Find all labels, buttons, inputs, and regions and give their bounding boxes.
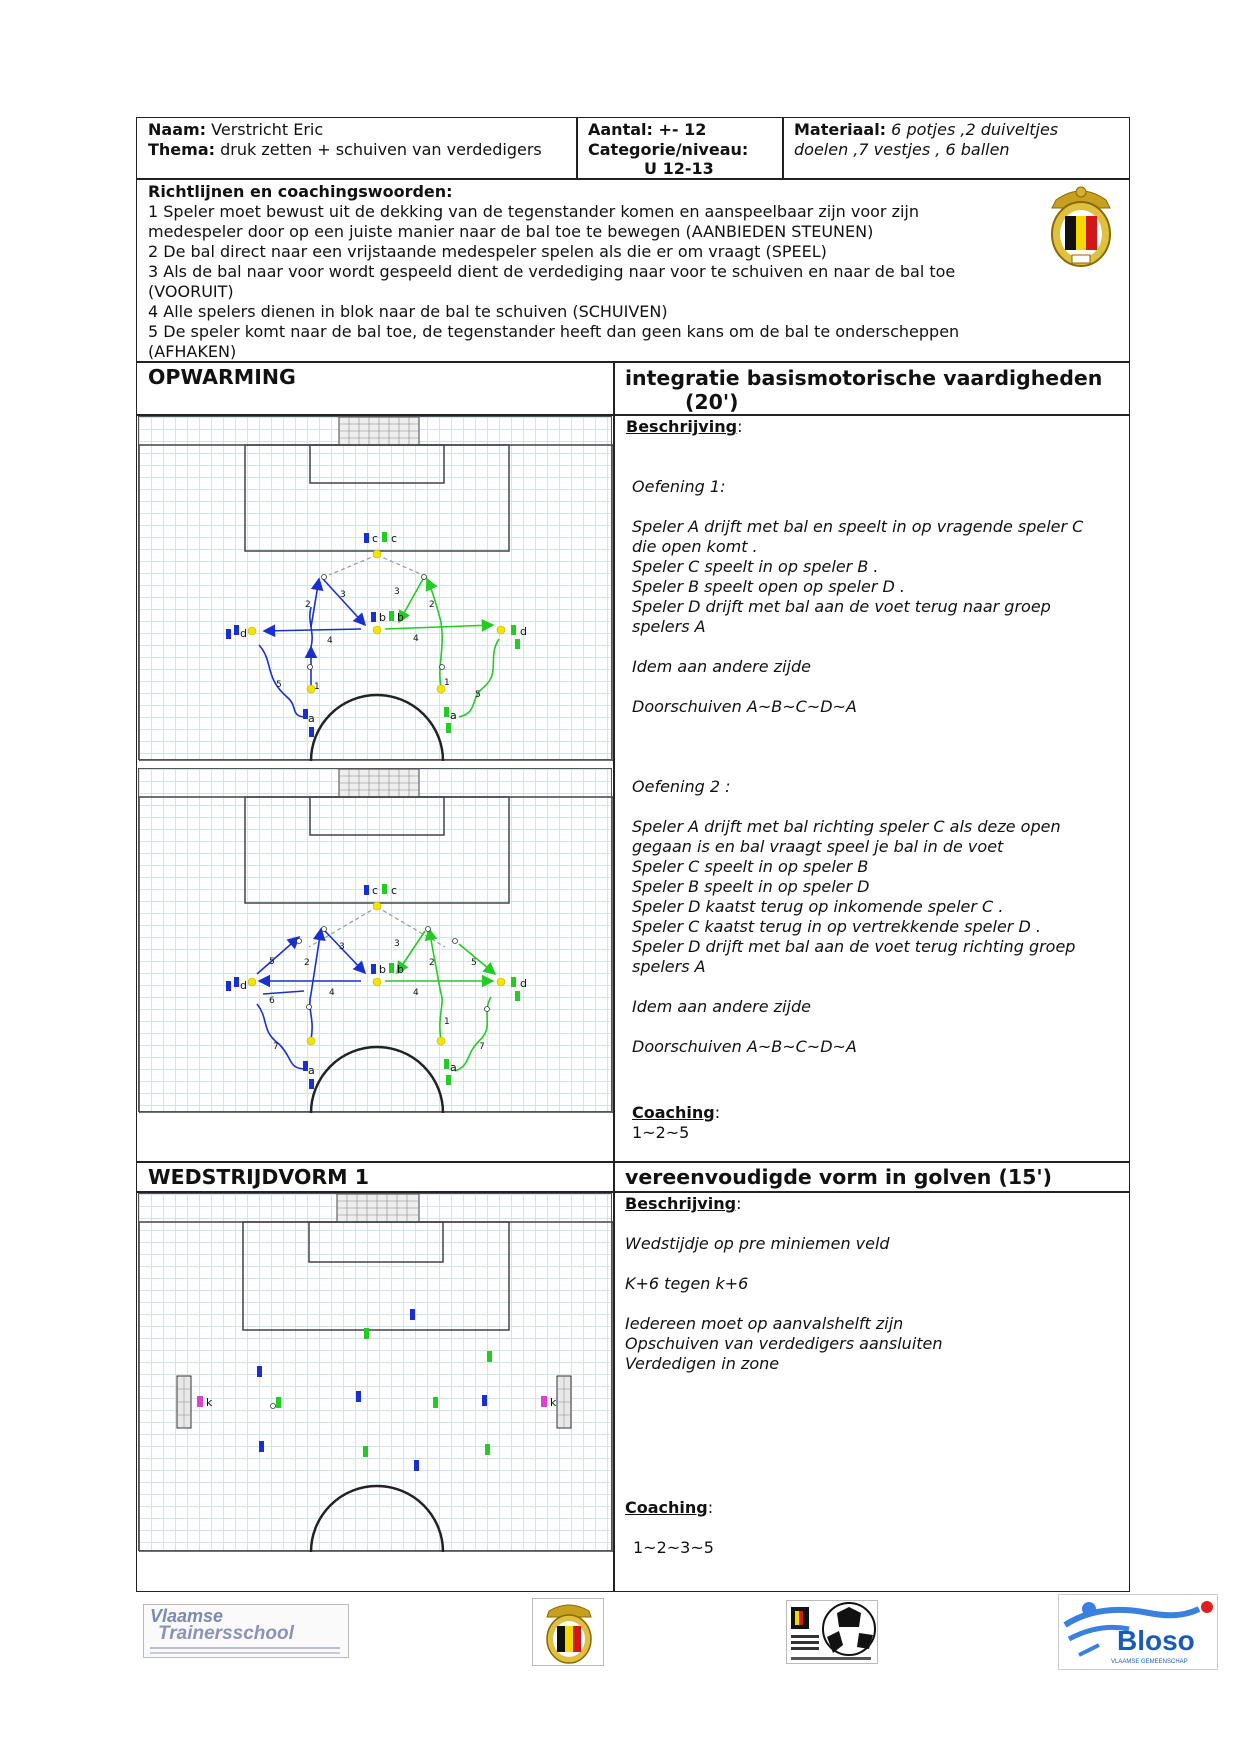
richtlijnen-cell: [136, 179, 1130, 362]
step-number: 5: [269, 957, 275, 967]
step-number: 5: [475, 690, 481, 700]
beschrijving-label: Beschrijving: [626, 417, 738, 436]
player-label: c: [372, 532, 379, 545]
oefening1-line: Speler A drijft met bal en speelt in op vragende speler C: [632, 517, 1084, 536]
vlaamse-trainersschool-logo: [143, 1604, 349, 1658]
oefening2-line: Speler C speelt in op speler B: [632, 857, 869, 876]
wedstrijdvorm-title: WEDSTRIJDVORM 1: [148, 1165, 369, 1189]
richtlijn-line: (AFHAKEN): [148, 342, 237, 361]
player-label: b: [397, 611, 404, 624]
header-name-cell: [136, 117, 577, 179]
oefening2-doorschuiven: Doorschuiven A~B~C~D~A: [632, 1037, 857, 1056]
player-label: b: [379, 611, 386, 624]
player-label: a: [308, 1064, 315, 1077]
oefening1-doorschuiven: Doorschuiven A~B~C~D~A: [632, 697, 857, 716]
materiaal-value-2: doelen ,7 vestjes , 6 ballen: [794, 140, 1010, 159]
trainersschool-line-2: Trainersschool: [158, 1623, 294, 1644]
oefening2-idem: Idem aan andere zijde: [632, 997, 811, 1016]
player-label: d: [520, 625, 527, 638]
wedstrijd-line: K+6 tegen k+6: [625, 1274, 749, 1293]
step-number: 5: [471, 958, 477, 968]
bloso-subtitle: VLAAMSE GEMEENSCHAP: [1111, 1659, 1188, 1665]
step-number: 4: [329, 988, 335, 998]
wedstrijd-line: Wedstijdje op pre miniemen veld: [625, 1234, 890, 1253]
oefening1-line: Speler B speelt open op speler D .: [632, 577, 905, 596]
step-number: 2: [305, 600, 311, 610]
wedstrijdvorm-description-cell: Beschrijving: Wedstijdje op pre miniemen veld K+6 tegen k+6 Iedereen moet op aanvalshelft zijn Opschuiven van verdedigers aansluiten Verdedigen in zone Coaching: 1~2~3~5: [614, 1192, 1130, 1592]
player-label: c: [391, 884, 398, 897]
player-label: d: [520, 977, 527, 990]
opwarming-coaching-value: 1~2~5: [632, 1123, 690, 1142]
step-number: 3: [339, 942, 345, 952]
step-number: 3: [340, 590, 346, 600]
opwarming-subtitle-cell: [614, 362, 1130, 415]
materiaal-label: Materiaal:: [794, 120, 887, 139]
wedstrijdvorm-subtitle-cell: [614, 1162, 1130, 1192]
step-number: 1: [444, 678, 450, 688]
step-number: 3: [394, 939, 400, 949]
opwarming-title: OPWARMING: [148, 365, 296, 389]
bloso-wordmark: Bloso: [1117, 1625, 1195, 1656]
thema-value: druk zetten + schuiven van verdedigers: [220, 140, 542, 159]
wedstrijdvorm-title-cell: [136, 1162, 614, 1192]
step-number: 5: [276, 680, 282, 690]
wedstrijd-beschrijving-label: Beschrijving: [625, 1194, 737, 1213]
richtlijn-line: medespeler door op een juiste manier naar de bal toe te bewegen (AANBIEDEN STEUNEN): [148, 222, 874, 241]
oefening1-line: Speler C speelt in op speler B .: [632, 557, 879, 576]
oefening2-title: Oefening 2 :: [632, 777, 731, 796]
richtlijn-line: (VOORUIT): [148, 282, 234, 301]
trainersschool-line-1: Vlaamse: [150, 1606, 224, 1626]
richtlijn-line: 5 De speler komt naar de bal toe, de tegenstander heeft dan geen kans om de bal te onderscheppen: [148, 322, 960, 341]
header-aantal-cell: [577, 117, 783, 179]
categorie-label: Categorie/niveau:: [588, 140, 749, 159]
player-label: b: [397, 963, 404, 976]
oefening2-line: Speler A drijft met bal richting speler C als deze open: [632, 817, 1061, 836]
player-label: c: [372, 884, 379, 897]
wedstrijd-line: Iedereen moet op aanvalshelft zijn: [625, 1314, 904, 1333]
oefening2-line: gegaan is en bal vraagt speel je bal in de voet: [632, 837, 1004, 856]
wedstrijd-coaching-value: 1~2~3~5: [633, 1538, 714, 1557]
wedstrijd-coaching-label: Coaching: [625, 1498, 708, 1517]
more-fun-logo: [786, 1600, 878, 1664]
wedstrijdvorm-subtitle: vereenvoudigde vorm in golven (15'): [625, 1165, 1053, 1189]
oefening1-title: Oefening 1:: [632, 477, 726, 496]
naam-label: Naam:: [148, 120, 207, 139]
opwarming-subtitle-1: integratie basismotorische vaardigheden: [625, 366, 1103, 390]
aantal-label: Aantal: +- 12: [588, 120, 707, 139]
oefening2-line: Speler C kaatst terug in op vertrekkende speler D .: [632, 917, 1041, 936]
oefening1-line: Speler D drijft met bal aan de voet terug naar groep: [632, 597, 1051, 616]
materiaal-value-1: 6 potjes ,2 duiveltjes: [891, 120, 1059, 139]
player-label: d: [240, 627, 247, 640]
richtlijnen-title: Richtlijnen en coachingswoorden:: [148, 182, 453, 201]
step-number: 2: [429, 600, 435, 610]
opwarming-subtitle-2: (20'): [685, 390, 739, 414]
richtlijn-line: 3 Als de bal naar voor wordt gespeeld dient de verdediging naar voor te schuiven en naar de bal toe: [148, 262, 956, 281]
richtlijn-line: 4 Alle spelers dienen in blok naar de bal te schuiven (SCHUIVEN): [148, 302, 668, 321]
oefening1-line: die open komt .: [632, 537, 758, 556]
player-label: b: [379, 963, 386, 976]
keeper-label: k: [550, 1396, 557, 1409]
exercise1-field-diagram: [138, 416, 612, 760]
bloso-logo: [1058, 1594, 1218, 1670]
richtlijn-line: 1 Speler moet bewust uit de dekking van de tegenstander komen en aanspeelbaar zijn voor zijn: [148, 202, 919, 221]
oefening2-line: spelers A: [632, 957, 706, 976]
kbvb-logo: [1048, 182, 1114, 270]
player-label: d: [240, 979, 247, 992]
wedstrijd-line: Opschuiven van verdedigers aansluiten: [625, 1334, 943, 1353]
naam-value: Verstricht Eric: [211, 120, 324, 139]
step-number: 4: [413, 634, 419, 644]
thema-label: Thema:: [148, 140, 216, 159]
step-number: 7: [479, 1042, 485, 1052]
header-materiaal-cell: [783, 117, 1130, 179]
step-number: 4: [413, 988, 419, 998]
opwarming-description-cell: Beschrijving: Oefening 1: Speler A drijft met bal en speelt in op vragende speler C die open komt . Speler C speelt in op speler B . Speler B speelt open op speler D . Speler D drijft met bal aan de voet terug naar groep spelers A Idem aan andere zijde Doorschuiven A~B~C~D~A Oefening 2 : Speler A drijft met bal richting speler C als deze open gegaan is en bal vraagt speel je bal in de voet Speler C speelt in op speler B Speler B speelt in op speler D Speler D kaatst terug op inkomende speler C . Speler C kaatst terug in op vertrekkende speler D . Speler D drijft met bal aan de voet terug richting groep spelers A Idem aan andere zijde Doorschuiven A~B~C~D~A Coaching: 1~2~5: [614, 415, 1130, 1162]
oefening2-line: Speler B speelt in op speler D: [632, 877, 870, 896]
step-number: 1: [444, 1017, 450, 1027]
player-label: c: [391, 532, 398, 545]
step-number: 2: [429, 958, 435, 968]
oefening2-line: Speler D drijft met bal aan de voet terug richting groep: [632, 937, 1076, 956]
step-number: 6: [269, 996, 275, 1006]
step-number: 4: [327, 636, 333, 646]
exercise2-field-diagram: [138, 768, 612, 1112]
step-number: 1: [314, 682, 320, 692]
step-number: 3: [394, 587, 400, 597]
player-label: a: [450, 1061, 457, 1074]
opwarming-title-cell: [136, 362, 614, 415]
player-label: a: [450, 709, 457, 722]
kbvb-footer-logo: [532, 1598, 604, 1666]
step-number: 7: [273, 1042, 279, 1052]
categorie-value: U 12-13: [644, 159, 714, 178]
opwarming-coaching-label: Coaching: [632, 1103, 715, 1122]
player-label: a: [308, 712, 315, 725]
wedstrijd-line: Verdedigen in zone: [625, 1354, 780, 1373]
step-number: 2: [304, 958, 310, 968]
oefening1-line: spelers A: [632, 617, 706, 636]
richtlijn-line: 2 De bal direct naar een vrijstaande medespeler spelen als die er om vraagt (SPEEL): [148, 242, 827, 261]
match-field-diagram: [138, 1193, 612, 1551]
oefening2-line: Speler D kaatst terug op inkomende speler C .: [632, 897, 1004, 916]
oefening1-idem: Idem aan andere zijde: [632, 657, 811, 676]
keeper-label: k: [206, 1396, 213, 1409]
